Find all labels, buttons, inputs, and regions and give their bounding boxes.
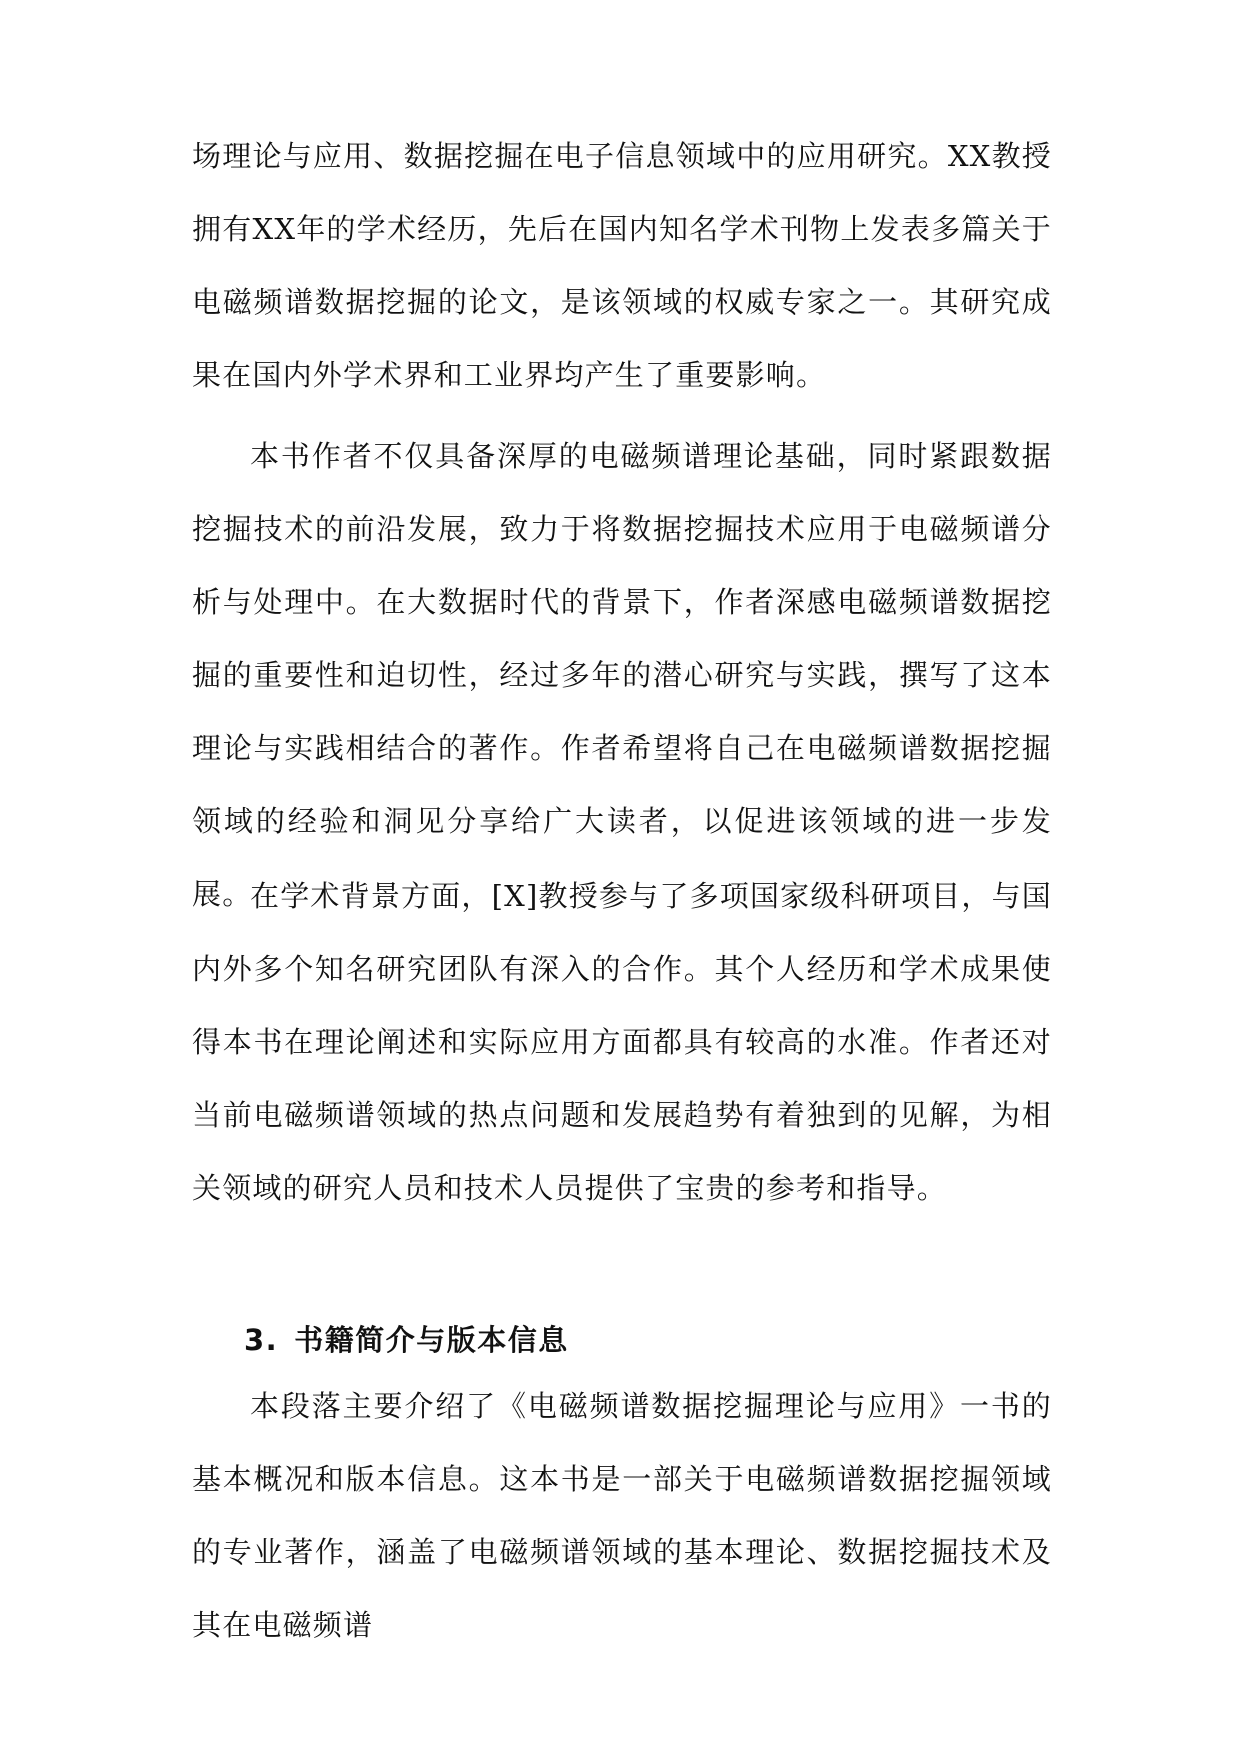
- paragraph-book-intro: 本段落主要介绍了《电磁频谱数据挖掘理论与应用》一书的基本概况和版本信息。这本书是一部关于电磁频谱数据挖掘领域的专业著作，涵盖了电磁频谱领域的基本理论、数据挖掘技术及其在电磁频谱: [192, 1389, 1052, 1642]
- paragraph-author-background: 本书作者不仅具备深厚的电磁频谱理论基础，同时紧跟数据挖掘技术的前沿发展，致力于将数据挖掘技术应用于电磁频谱分析与处理中。在大数据时代的背景下，作者深感电磁频谱数据挖掘的重要性和迫切性，经过多年的潜心研究与实践，撰写了这本理论与实践相结合的著作。作者希望将自己在电磁频谱数据挖掘领域的经验和洞见分享给广大读者，以促进该领域的进一步发展。: [192, 439, 1052, 911]
- section-number: 3.: [244, 1323, 279, 1357]
- section-heading: [244, 1310, 569, 1370]
- paragraph-author-research: 场理论与应用、数据挖掘在电子信息领域中的应用研究。XX教授拥有XX年的学术经历，先后在国内知名学术刊物上发表多篇关于电磁频谱数据挖掘的论文，是该领域的权威专家之一。其研究成果在国内外学术界和工业界均产生了重要影响。: [192, 139, 1052, 392]
- paragraph-academic-background: 在学术背景方面，[X]教授参与了多项国家级科研项目，与国内外多个知名研究团队有深入的合作。其个人经历和学术成果使得本书在理论阐述和实际应用方面都具有较高的水准。作者还对当前电磁频谱领域的热点问题和发展趋势有着独到的见解，为相关领域的研究人员和技术人员提供了宝贵的参考和指导。: [192, 879, 1052, 1205]
- section-title: 书籍简介与版本信息: [294, 1323, 569, 1357]
